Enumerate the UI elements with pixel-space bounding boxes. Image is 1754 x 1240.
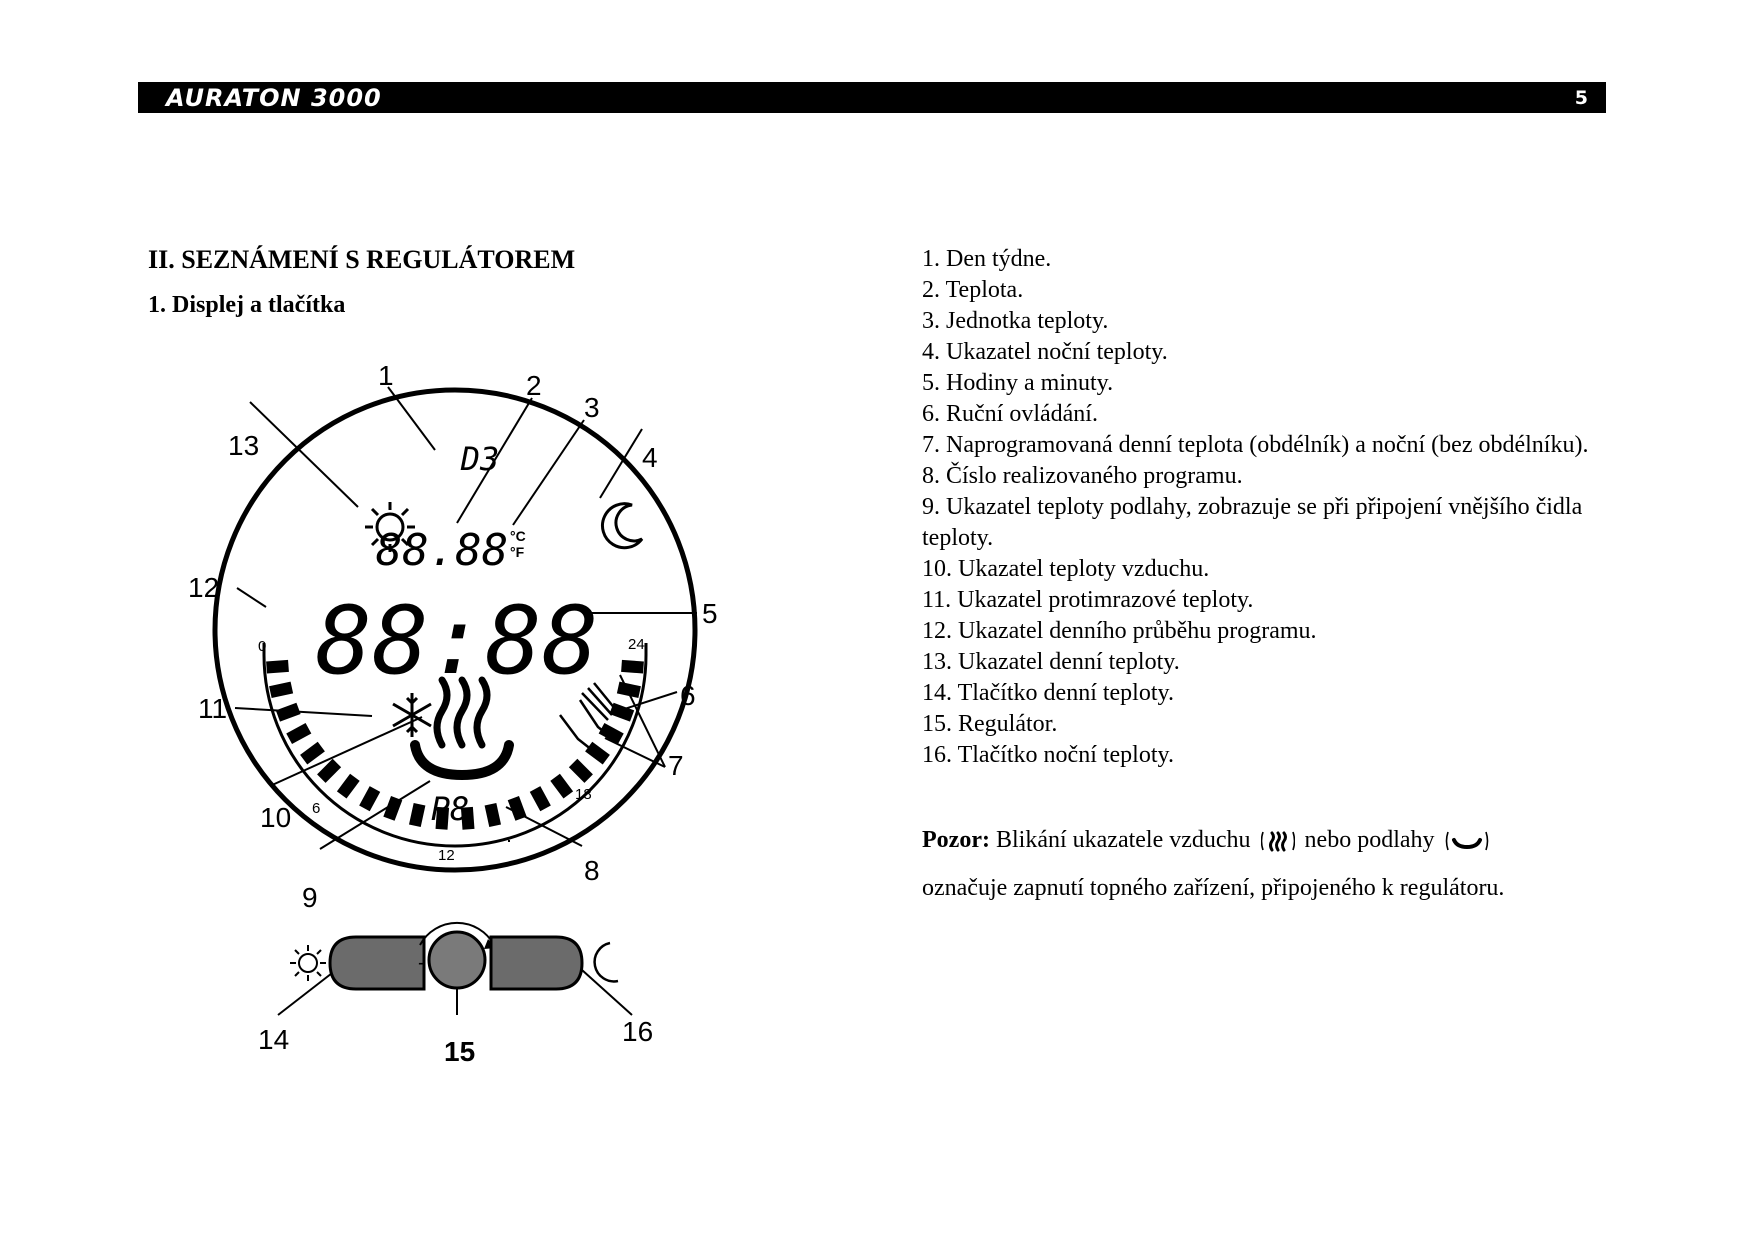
legend-item: 15. Regulátor.	[922, 711, 1058, 737]
legend-item: 9. Ukazatel teploty podlahy, zobrazuje se při připojení vnějšího čidla teploty.	[922, 494, 1583, 551]
callout-1: 1	[378, 360, 394, 391]
program-segment	[409, 803, 425, 827]
callout-6: 6	[680, 680, 696, 711]
clock-digits: 88:88	[315, 587, 599, 696]
callout-12: 12	[188, 572, 220, 603]
legend-item: 16. Tlačítko noční teploty.	[922, 742, 1174, 768]
program-segment	[569, 759, 593, 783]
callout-15: 15	[444, 1036, 476, 1067]
callout-4: 4	[642, 442, 658, 473]
callout-8: 8	[584, 855, 600, 886]
legend-item: 10. Ukazatel teploty vzduchu.	[922, 556, 1210, 582]
moon-icon	[602, 504, 642, 548]
note-line-2: označuje zapnutí topného zařízení, připojeného k regulátoru.	[922, 875, 1505, 901]
legend-item: 3. Jednotka teploty.	[922, 308, 1109, 334]
callout-16: 16	[622, 1016, 654, 1047]
legend-list	[922, 244, 1642, 771]
callout-7: 7	[668, 750, 684, 781]
floor-heating-icon	[415, 745, 509, 775]
legend-item: 14. Tlačítko denní teploty.	[922, 680, 1174, 706]
legend-item: 7. Naprogramovaná denní teplota (obdélník) a noční (bez obdélníku).	[922, 432, 1589, 458]
program-segment	[337, 774, 360, 799]
program-segment	[617, 682, 641, 698]
legend-item: 12. Ukazatel denního průběhu programu.	[922, 618, 1317, 644]
callout-9: 9	[302, 882, 318, 913]
callout-11: 11	[198, 693, 228, 724]
legend-item: 6. Ruční ovládání.	[922, 401, 1098, 427]
unit-celsius: °C	[510, 528, 526, 544]
callout-2: 2	[526, 370, 542, 401]
note-paragraph	[922, 825, 1642, 856]
program-segment	[550, 774, 573, 799]
night-button[interactable]	[491, 937, 582, 989]
note-text-air: Blikání ukazatele vzduchu	[995, 827, 1251, 853]
thermostat-diagram	[180, 355, 830, 1075]
note-label: Pozor:	[922, 827, 990, 853]
page-number: 5	[1574, 87, 1588, 109]
day-indicator: D3	[460, 440, 500, 478]
night-button-group	[491, 937, 618, 989]
callout-10: 10	[260, 802, 292, 833]
callout-14: 14	[258, 1024, 290, 1055]
snowflake-icon	[393, 693, 431, 737]
legend-item: 8. Číslo realizovaného programu.	[922, 463, 1243, 489]
subsection-title: 1. Displej a tlačítka	[148, 292, 346, 318]
sun-icon	[290, 945, 326, 981]
floor-heating-icon	[1445, 829, 1489, 853]
scale-label-24: 24	[628, 636, 645, 653]
scale-label-18: 18	[575, 786, 592, 803]
scale-label-0: 0	[258, 638, 267, 655]
program-segment	[485, 803, 501, 827]
legend-item: 1. Den týdne.	[922, 246, 1052, 272]
legend-item: 4. Ukazatel noční teploty.	[922, 339, 1168, 365]
legend-item: 2. Teplota.	[922, 277, 1024, 303]
program-indicator: P8	[430, 790, 470, 828]
note-text-floor: nebo podlahy	[1304, 827, 1435, 853]
moon-icon	[595, 943, 618, 981]
program-segment	[266, 660, 289, 674]
heat-waves-icon	[1261, 829, 1295, 853]
regulator-knob[interactable]	[429, 932, 485, 988]
program-segment	[621, 660, 644, 674]
program-segment	[269, 682, 293, 698]
callout-3: 3	[584, 392, 600, 423]
section-title: II. SEZNÁMENÍ S REGULÁTOREM	[148, 245, 576, 274]
legend-item: 11. Ukazatel protimrazové teploty.	[922, 587, 1254, 613]
knob-minus: -	[418, 952, 425, 974]
program-segment	[359, 786, 380, 811]
legend-item: 13. Ukazatel denní teploty.	[922, 649, 1180, 675]
program-segment	[300, 742, 325, 765]
header-title: AURATON 3000	[166, 84, 382, 112]
header-bar	[138, 82, 1606, 113]
unit-fahrenheit: °F	[510, 544, 525, 560]
program-segment	[585, 742, 610, 765]
program-segment	[530, 786, 551, 811]
callout-5: 5	[702, 598, 718, 629]
program-segment	[286, 723, 311, 744]
scale-label-6: 6	[312, 800, 321, 817]
temperature-digits: 88.88	[375, 525, 509, 576]
knob-group	[418, 923, 499, 988]
legend-item: 5. Hodiny a minuty.	[922, 370, 1114, 396]
day-button[interactable]	[330, 937, 424, 989]
scale-label-12: 12	[438, 847, 455, 864]
day-button-group	[290, 937, 424, 989]
callout-13: 13	[228, 430, 260, 461]
